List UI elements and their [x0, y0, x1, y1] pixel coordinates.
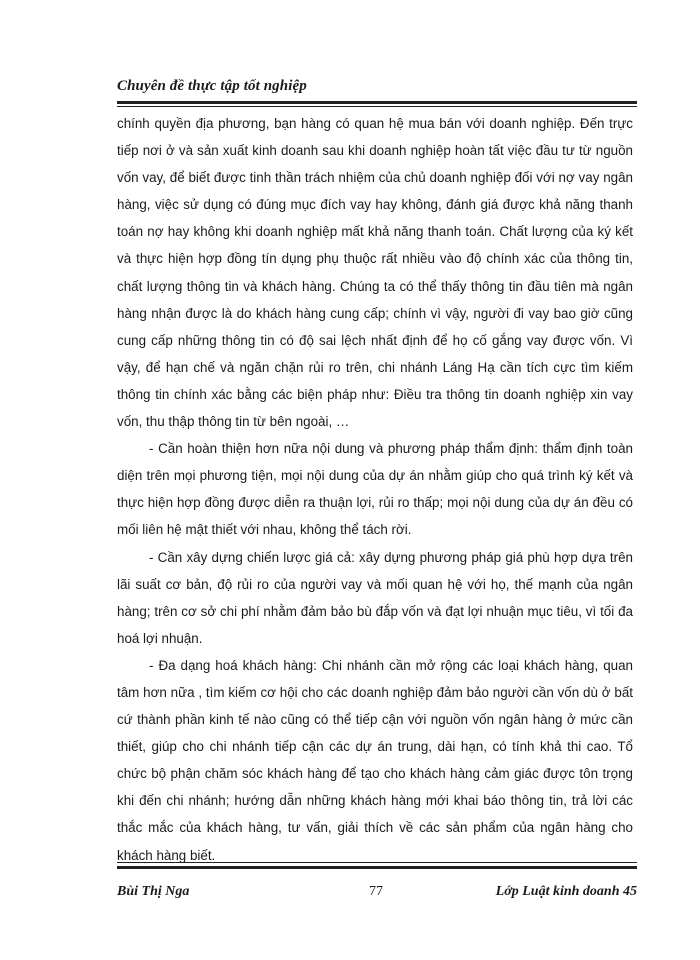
paragraph-customer-diversification: - Đa dạng hoá khách hàng: Chi nhánh cần mở rộng các loại khách hàng, quan tâm hơn nữa , tìm kiếm cơ hội cho các doanh nghiệp đảm bảo người cần vốn dù ở bất cứ thành phần kinh tế nào cũng có thể tiếp cận với nguồn vốn ngân hàng ở mức cần thiết, giúp cho chi nhánh tiếp cận các dự án trung, dài hạn, có tính khả thi cao. Tổ chức bộ phận chăm sóc khách hàng để tạo cho khách hàng cảm giác được tôn trọng khi đến chi nhánh; hướng dẫn những khách hàng mới khai báo thông tin, trả lời các thắc mắc của khách hàng, tư vấn, giải thích về các sản phẩm của ngân hàng cho khách hàng biết. — [117, 657, 633, 863]
page-footer — [117, 884, 637, 904]
footer-page-number: 77 — [369, 884, 383, 899]
paragraph-pricing-strategy: - Cần xây dựng chiến lược giá cả: xây dựng phương pháp giá phù hợp dựa trên lãi suất cơ bản, độ rủi ro của người vay và mối quan hệ với họ, thế mạnh của ngân hàng; trên cơ sở chi phí nhằm đảm bảo bù đắp vốn và đạt lợi nhuận mục tiêu, vì tối đa hoá lợi nhuận. — [117, 549, 633, 646]
footer-author: Bùi Thị Nga — [117, 884, 190, 899]
paragraph-appraisal: - Cần hoàn thiện hơn nữa nội dung và phương pháp thẩm định: thẩm định toàn diện trên mọi phương tiện, mọi nội dung của dự án nhằm giúp cho quá trình ký kết và thực hiện hợp đồng được diễn ra thuận lợi, rủi ro thấp; mọi nội dung của dự án đều có mối liên hệ mật thiết với nhau, không thể tách rời. — [117, 441, 633, 538]
footer-class-name: Lớp Luật kinh doanh 45 — [495, 884, 637, 899]
page-header-title: Chuyên đề thực tập tốt nghiệp — [117, 78, 307, 94]
footer-divider-thick — [117, 866, 637, 869]
header-divider-thick — [117, 101, 637, 104]
footer-divider-thin — [117, 862, 637, 863]
paragraph-continuation: chính quyền địa phương, bạn hàng có quan hệ mua bán với doanh nghiệp. Đến trực tiếp nơi ở và sản xuất kinh doanh sau khi doanh nghiệp hoàn tất việc đầu tư từ nguồn vốn vay, để biết được tinh thần trách nhiệm của chủ doanh nghiệp đối với nợ vay ngân hàng, việc sử dụng có đúng mục đích vay hay không, đánh giá được khả năng thanh toán nợ hay không khi doanh nghiệp mất khả năng thanh toán. Chất lượng của ký kết và thực hiện hợp đồng tín dụng phụ thuộc rất nhiều vào độ chính xác của thông tin, chất lượng thông tin và khách hàng. Chúng ta có thể thấy thông tin đầu tiên mà ngân hàng nhận được là do khách hàng cung cấp; chính vì vậy, người đi vay bao giờ cũng cung cấp những thông tin có độ sai lệch nhất định để họ cố gắng vay được vốn. Vì vậy, để hạn chế và ngăn chặn rủi ro trên, chi nhánh Láng Hạ cần tích cực tìm kiếm thông tin chính xác bằng các biện pháp như: Điều tra thông tin doanh nghiệp xin vay vốn, thu thập thông tin từ bên ngoài, … — [117, 116, 633, 430]
document-body — [117, 110, 633, 869]
header-divider-thin — [117, 106, 637, 107]
